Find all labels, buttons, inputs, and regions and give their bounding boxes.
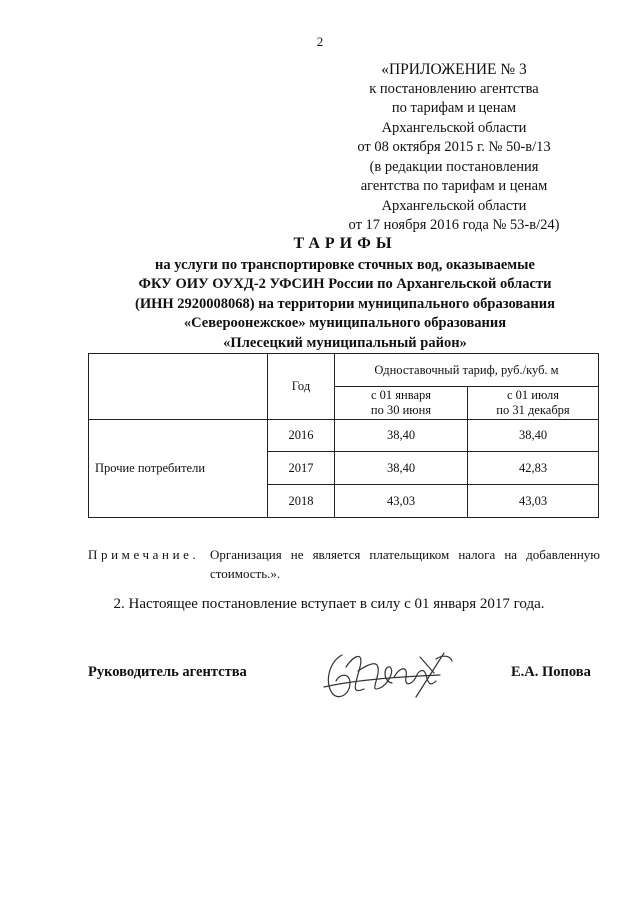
signatory-name: Е.А. Попова bbox=[511, 664, 591, 680]
period-first-half-header bbox=[335, 387, 468, 420]
consumer-cell: Прочие потребители bbox=[89, 420, 268, 518]
note bbox=[88, 545, 600, 581]
appendix-line: «ПРИЛОЖЕНИЕ № 3 bbox=[381, 61, 527, 78]
period-line: по 31 декабря bbox=[496, 403, 570, 417]
appendix-line: агентства по тарифам и ценам bbox=[360, 178, 548, 194]
tariff-table bbox=[88, 353, 599, 518]
document-title bbox=[80, 234, 610, 353]
year-header: Год bbox=[268, 354, 335, 420]
tariff-cell: 38,40 bbox=[335, 452, 468, 485]
title-line: на услуги по транспортировке сточных вод, оказываемые bbox=[155, 256, 535, 273]
period-line: по 30 июня bbox=[370, 403, 432, 417]
appendix-line: по тарифам и ценам bbox=[391, 100, 517, 116]
year-cell: 2016 bbox=[268, 420, 335, 452]
period-second-half-header bbox=[468, 387, 599, 420]
appendix-header bbox=[330, 60, 578, 236]
tariff-cell: 38,40 bbox=[335, 420, 468, 452]
tariff-cell: 42,83 bbox=[468, 452, 599, 485]
appendix-line: (в редакции постановления bbox=[369, 158, 539, 175]
title-line: (ИНН 2920008068) на территории муниципального образования bbox=[135, 295, 555, 312]
appendix-line: от 17 ноября 2016 года № 53-в/24) bbox=[348, 217, 560, 233]
tariff-cell: 43,03 bbox=[335, 485, 468, 518]
note-text: стоимость.». bbox=[210, 566, 281, 581]
signatory-role: Руководитель агентства bbox=[88, 664, 247, 680]
appendix-line: Архангельской области bbox=[381, 197, 527, 214]
empty-header-cell bbox=[89, 354, 268, 420]
appendix-line: к постановлению агентства bbox=[369, 80, 539, 97]
tariff-cell: 38,40 bbox=[468, 420, 599, 452]
clause-text: 2. Настоящее постановление вступает в силу с 01 января 2017 года. bbox=[113, 596, 545, 612]
title-line: «Плесецкий муниципальный район» bbox=[223, 334, 467, 351]
title-line: «Североонежское» муниципального образования bbox=[183, 315, 507, 331]
title-heading: ТАРИФЫ bbox=[293, 235, 397, 252]
table-row bbox=[89, 420, 599, 452]
appendix-line: от 08 октября 2015 г. № 50-в/13 bbox=[357, 139, 551, 155]
handwritten-signature bbox=[320, 637, 460, 707]
period-line: с 01 июля bbox=[506, 388, 559, 402]
title-line: ФКУ ОИУ ОУХД-2 УФСИН России по Архангельской области bbox=[138, 276, 552, 292]
note-label: Примечание. bbox=[88, 547, 200, 562]
appendix-line: Архангельской области bbox=[381, 119, 527, 136]
period-line: с 01 января bbox=[370, 388, 432, 402]
page-number: 2 bbox=[316, 34, 324, 49]
tariff-header: Одноставочный тариф, руб./куб. м bbox=[335, 354, 599, 387]
year-cell: 2018 bbox=[268, 485, 335, 518]
tariff-cell: 43,03 bbox=[468, 485, 599, 518]
note-text: Организация не является плательщиком налога на добавленную bbox=[210, 547, 600, 562]
year-cell: 2017 bbox=[268, 452, 335, 485]
